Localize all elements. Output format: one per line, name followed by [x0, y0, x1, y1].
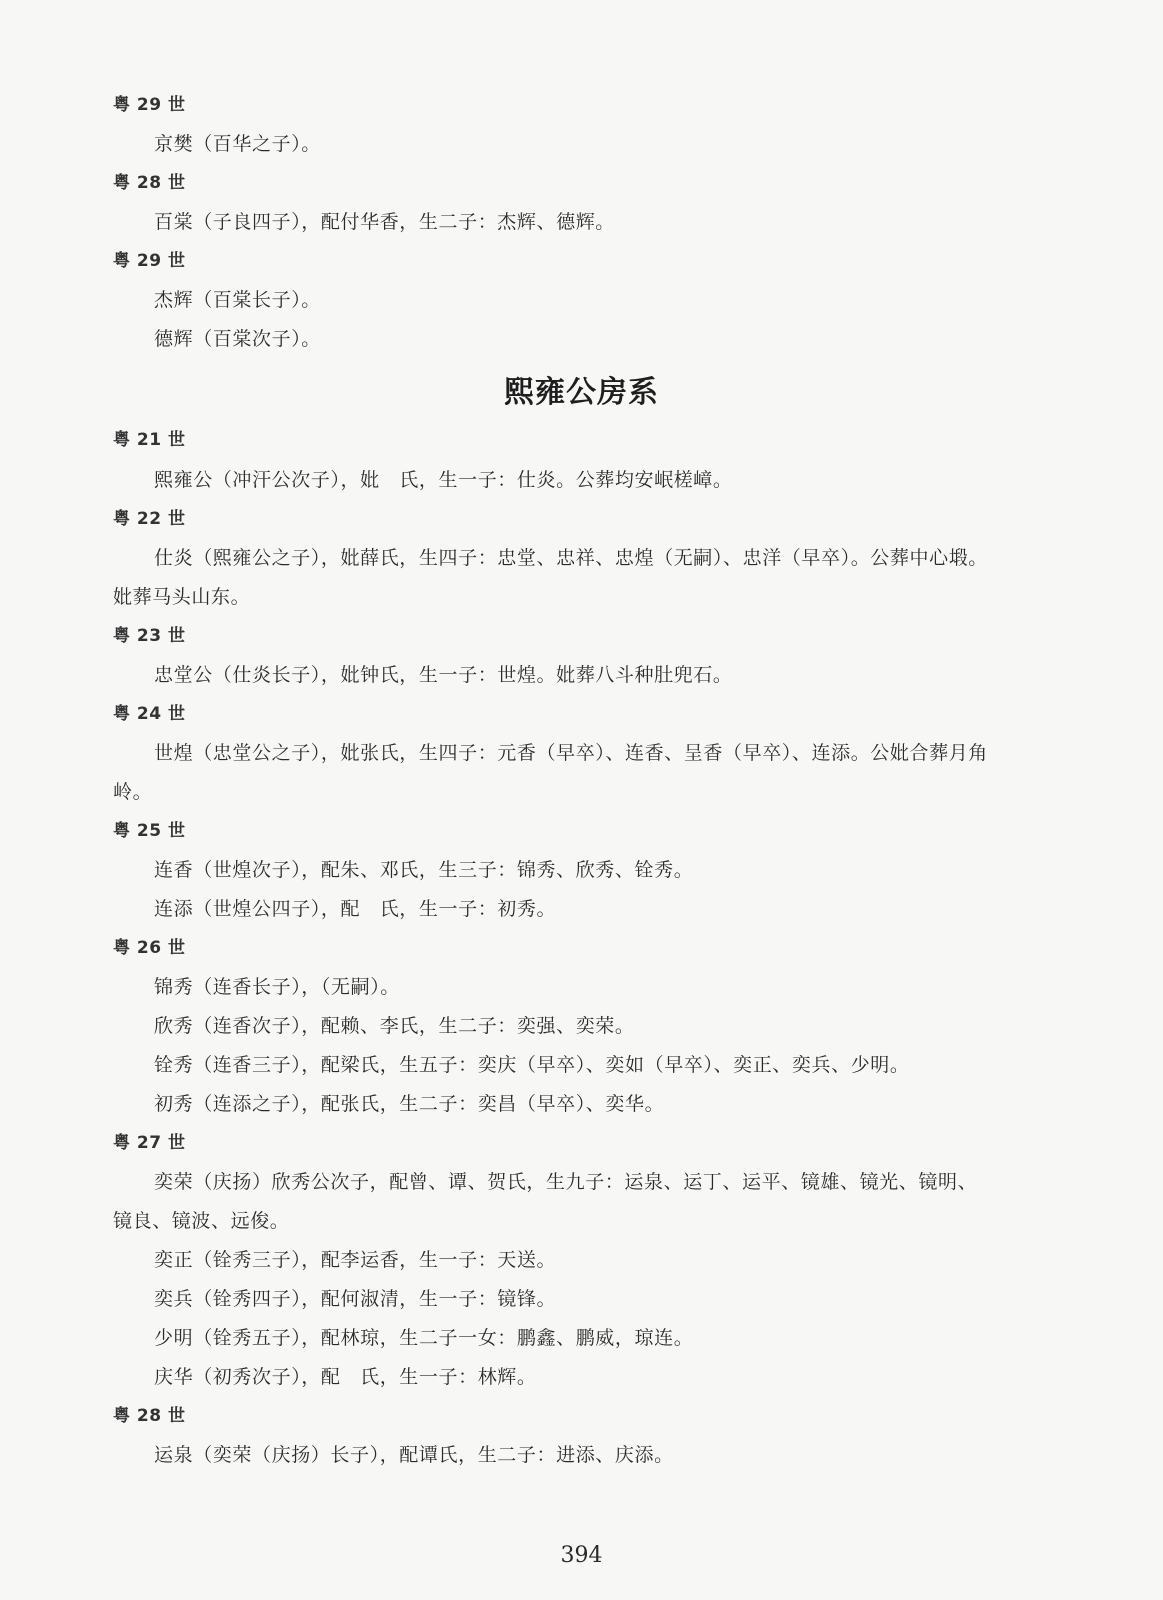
genealogy-entry: 杰辉（百棠长子）。: [154, 289, 321, 311]
genealogy-entry: 熙雍公（冲汗公次子），妣 氏，生一子：仕炎。公葬均安岷槎嶂。: [154, 469, 733, 491]
genealogy-entry: 京樊（百华之子）。: [154, 133, 321, 155]
genealogy-entry: 少明（铨秀五子），配林琼，生二子一女：鹏鑫、鹏威，琼连。: [154, 1327, 694, 1349]
generation-heading: 粤 24 世: [113, 704, 186, 724]
genealogy-entry: 仕炎（熙雍公之子），妣薛氏，生四子：忠堂、忠祥、忠煌（无嗣）、忠洋（早卒）。公葬中心塅。: [154, 547, 988, 569]
page-number: 394: [560, 1543, 603, 1568]
genealogy-entry: 奕正（铨秀三子），配李运香，生一子：天送。: [154, 1249, 557, 1271]
genealogy-entry: 锦秀（连香长子），（无嗣）。: [154, 976, 400, 998]
generation-heading: 粤 26 世: [113, 938, 186, 958]
genealogy-entry-continuation: 妣葬马头山东。: [113, 586, 251, 608]
genealogy-entry: 百棠（子良四子），配付华香，生二子：杰辉、德辉。: [154, 211, 615, 233]
generation-heading: 粤 27 世: [113, 1133, 186, 1153]
generation-heading: 粤 23 世: [113, 626, 186, 646]
genealogy-entry: 连香（世煌次子），配朱、邓氏，生三子：锦秀、欣秀、铨秀。: [154, 859, 694, 881]
genealogy-entry: 初秀（连添之子），配张氏，生二子：奕昌（早卒）、奕华。: [154, 1093, 665, 1115]
genealogy-entry-continuation: 岭。: [113, 781, 153, 803]
genealogy-entry: 奕兵（铨秀四子），配何淑清，生一子：镜锋。: [154, 1288, 557, 1310]
genealogy-entry: 欣秀（连香次子），配赖、李氏，生二子：奕强、奕荣。: [154, 1015, 635, 1037]
generation-heading: 粤 28 世: [113, 173, 186, 193]
generation-heading: 粤 21 世: [113, 430, 186, 450]
genealogy-entry: 忠堂公（仕炎长子），妣钟氏，生一子：世煌。妣葬八斗种肚兜石。: [154, 664, 733, 686]
genealogy-entry: 世煌（忠堂公之子），妣张氏，生四子：元香（早卒）、连香、呈香（早卒）、连添。公妣合葬月角: [154, 742, 988, 764]
generation-heading: 粤 29 世: [113, 95, 186, 115]
generation-heading: 粤 29 世: [113, 251, 186, 271]
genealogy-entry: 奕荣（庆扬）欣秀公次子，配曾、谭、贺氏，生九子：运泉、运丁、运平、镜雄、镜光、镜明、: [154, 1171, 978, 1193]
genealogy-entry: 庆华（初秀次子），配 氏，生一子：林辉。: [154, 1366, 537, 1388]
genealogy-entry-continuation: 镜良、镜波、远俊。: [113, 1210, 290, 1232]
generation-heading: 粤 28 世: [113, 1406, 186, 1426]
genealogy-entry: 德辉（百棠次子）。: [154, 328, 321, 350]
generation-heading: 粤 22 世: [113, 509, 186, 529]
section-title: 熙雍公房系: [504, 375, 659, 410]
genealogy-entry: 连添（世煌公四子），配 氏，生一子：初秀。: [154, 898, 557, 920]
genealogy-entry: 运泉（奕荣（庆扬）长子），配谭氏，生二子：进添、庆添。: [154, 1444, 674, 1466]
generation-heading: 粤 25 世: [113, 821, 186, 841]
genealogy-entry: 铨秀（连香三子），配梁氏，生五子：奕庆（早卒）、奕如（早卒）、奕正、奕兵、少明。: [154, 1054, 910, 1076]
